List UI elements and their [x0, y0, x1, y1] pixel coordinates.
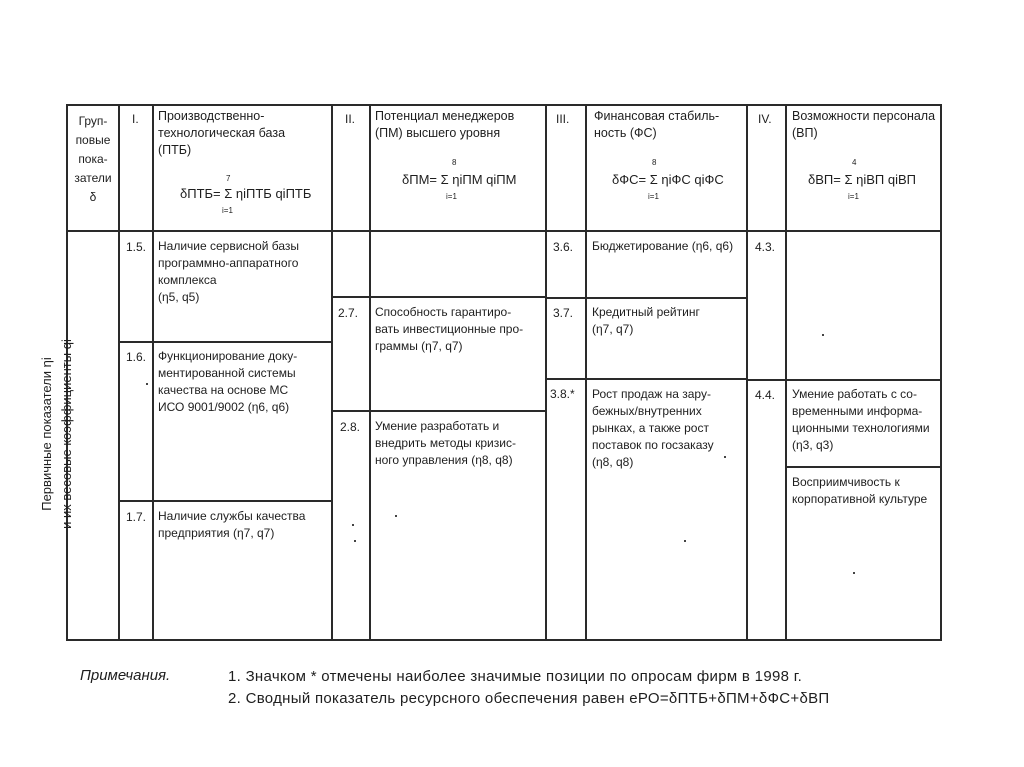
table-bottom-border	[66, 639, 942, 641]
col2-formula: δПМ= Σ ηiПМ qiПМ	[402, 172, 517, 187]
row-2-7-number: 2.7.	[338, 306, 359, 320]
row-2-7-text: Способность гарантиро- вать инвестиционные про- граммы (η7, q7)	[375, 305, 524, 353]
col1-sum-bottom: i=1	[222, 206, 233, 215]
col-divider	[152, 104, 154, 641]
col3-sum-top: 8	[652, 158, 657, 167]
row-3-6-text: Бюджетирование (η6, q6)	[592, 239, 734, 253]
col3-formula: δФС= Σ ηiФС qiФС	[612, 172, 724, 187]
col1-number: I.	[132, 112, 139, 126]
scan-speck	[853, 572, 855, 574]
col-divider	[369, 104, 371, 641]
col2-number: II.	[345, 112, 356, 126]
primary-indicators-side-label: Первичные показатели ηi и их весовые коэффициенты qi	[39, 339, 74, 529]
row-4-3-number: 4.3.	[755, 240, 776, 254]
scan-speck	[724, 456, 726, 458]
row-divider	[746, 379, 942, 381]
row-divider	[331, 296, 547, 298]
scan-speck	[354, 540, 356, 542]
row-1-5-number: 1.5.	[126, 240, 147, 254]
header-bottom-border	[66, 230, 942, 232]
row-divider	[118, 500, 333, 502]
col4-sum-bottom: i=1	[848, 192, 859, 201]
col-divider	[585, 104, 587, 641]
row-divider	[545, 378, 748, 380]
row-1-5-text: Наличие сервисной базы программно-аппаратного комплекса (η5, q5)	[158, 239, 300, 304]
row-divider	[331, 410, 547, 412]
row-3-6-number: 3.6.	[553, 240, 574, 254]
table-right-border	[940, 104, 942, 641]
col3-title: Финансовая стабиль- ность (ФС)	[594, 109, 720, 140]
row-4-4-number: 4.4.	[755, 388, 776, 402]
table-top-border	[66, 104, 942, 106]
row-3-8-text: Рост продаж на зару- бежных/внутренних рынках, а также рост поставок по госзаказу (η8, q8)	[592, 387, 714, 469]
notes-line-2: 2. Сводный показатель ресурсного обеспечения равен eРО=δПТБ+δПМ+δФС+δВП	[228, 690, 830, 707]
col-divider	[746, 104, 748, 641]
col3-number: III.	[556, 112, 570, 126]
col-divider	[545, 104, 547, 641]
scan-speck	[684, 540, 686, 542]
col2-title: Потенциал менеджеров (ПМ) высшего уровня	[375, 109, 515, 140]
row-1-7-text: Наличие службы качества предприятия (η7, q7)	[158, 509, 306, 540]
row-4-4-text: Умение работать с со- временными информа- ционными технологиями (η3, q3)	[792, 387, 930, 452]
col2-sum-bottom: i=1	[446, 192, 457, 201]
row-3-7-number: 3.7.	[553, 306, 574, 320]
row-3-8-number: 3.8.*	[550, 387, 575, 401]
col4-sum-top: 4	[852, 158, 857, 167]
row-divider	[118, 341, 333, 343]
scan-speck	[146, 383, 148, 385]
col1-sum-top: 7	[226, 174, 231, 183]
row-2-8-text: Умение разработать и внедрить методы кризис- ного управления (η8, q8)	[375, 419, 516, 467]
notes-label: Примечания.	[80, 667, 171, 684]
group-indicators-header: Груп- повые пока- затели δ	[74, 114, 112, 204]
row-divider	[785, 466, 942, 468]
row-1-6-text: Функционирование доку- ментированной системы качества на основе МС ИСО 9001/9002 (η6, q6)	[158, 349, 298, 414]
scan-speck	[395, 515, 397, 517]
scan-speck	[352, 524, 354, 526]
col-divider	[785, 104, 787, 641]
col2-sum-top: 8	[452, 158, 457, 167]
col3-sum-bottom: i=1	[648, 192, 659, 201]
row-2-8-number: 2.8.	[340, 420, 361, 434]
row-4-5-text: Восприимчивость к корпоративной культуре	[792, 475, 928, 506]
col-divider	[118, 104, 120, 641]
row-1-7-number: 1.7.	[126, 510, 147, 524]
row-3-7-text: Кредитный рейтинг (η7, q7)	[592, 305, 700, 336]
row-divider	[545, 297, 748, 299]
notes-line-1: 1. Значком * отмечены наиболее значимые позиции по опросам фирм в 1998 г.	[228, 668, 803, 685]
scan-speck	[822, 334, 824, 336]
col4-number: IV.	[758, 112, 772, 126]
col4-formula: δВП= Σ ηiВП qiВП	[808, 172, 916, 187]
row-1-6-number: 1.6.	[126, 350, 147, 364]
col1-title: Производственно- технологическая база (ПТБ)	[158, 109, 286, 157]
col1-formula: δПТБ= Σ ηiПТБ qiПТБ	[180, 186, 312, 201]
col-divider	[331, 104, 333, 641]
col4-title: Возможности персонала (ВП)	[792, 109, 936, 140]
